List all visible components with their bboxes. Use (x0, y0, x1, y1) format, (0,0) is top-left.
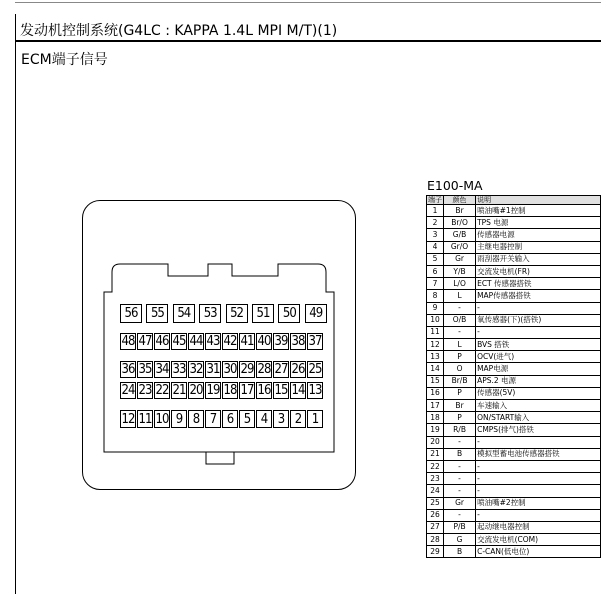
pin-number: 18 (427, 412, 444, 424)
table-row (427, 387, 601, 399)
table-row (427, 229, 601, 241)
wire-color: L (444, 290, 476, 302)
connector-pin: 7 (205, 410, 221, 428)
connector-pin: 51 (252, 304, 274, 323)
connector-name: E100-MA (427, 178, 483, 193)
wire-color: L/O (444, 278, 476, 290)
pin-description: - (476, 509, 601, 521)
connector-pin: 15 (274, 383, 288, 398)
pin-description: MAP电源 (476, 363, 601, 375)
wire-color: G/B (444, 229, 476, 241)
pin-number: 4 (427, 241, 444, 253)
wire-color: L (444, 339, 476, 351)
connector-pin: 32 (189, 362, 203, 377)
pin-description: C-CAN(低电位) (476, 546, 601, 558)
pin-description: 喷油嘴#2控制 (476, 497, 601, 509)
wire-color: P (444, 412, 476, 424)
connector-pin: 41 (240, 334, 254, 349)
pin-description: 喷油嘴#1控制 (476, 205, 601, 217)
pin-description: - (476, 326, 601, 338)
pin-description: - (476, 460, 601, 472)
pin-row (120, 361, 323, 378)
table-row (427, 509, 601, 521)
pin-number: 15 (427, 375, 444, 387)
pin-description: ECT 传感器搭铁 (476, 278, 601, 290)
connector-pin: 30 (223, 362, 237, 377)
pin-description: - (476, 473, 601, 485)
table-row (427, 497, 601, 509)
connector-pin: 52 (226, 304, 248, 323)
wire-color: Gr (444, 497, 476, 509)
connector-pin: 44 (189, 334, 203, 349)
table-row (427, 351, 601, 363)
pin-description: 传感器(5V) (476, 387, 601, 399)
connector-pin: 14 (291, 383, 305, 398)
table-row (427, 546, 601, 558)
pin-number: 23 (427, 473, 444, 485)
connector-pin: 25 (308, 362, 322, 377)
pin-number: 6 (427, 265, 444, 277)
pin-description: 车速输入 (476, 400, 601, 412)
pin-number: 2 (427, 217, 444, 229)
wire-color: O (444, 363, 476, 375)
connector-pin: 33 (172, 362, 186, 377)
pin-description: 氧传感器(下)(搭铁) (476, 314, 601, 326)
table-row (427, 290, 601, 302)
pin-description: - (476, 485, 601, 497)
connector-pin: 49 (305, 304, 327, 323)
table-row (427, 375, 601, 387)
connector-pin: 34 (155, 362, 169, 377)
wire-color: - (444, 509, 476, 521)
header-pin: 端子 (428, 196, 442, 204)
pin-number: 1 (427, 205, 444, 217)
wire-color: P (444, 387, 476, 399)
connector-pin: 13 (308, 383, 322, 398)
pin-number: 16 (427, 387, 444, 399)
pin-description: 起动继电器控制 (476, 521, 601, 533)
pin-number: 11 (427, 326, 444, 338)
table-row (427, 363, 601, 375)
pin-table (426, 195, 601, 558)
pin-number: 19 (427, 424, 444, 436)
connector-pin: 56 (120, 304, 142, 323)
connector-pin: 26 (291, 362, 305, 377)
connector-pin: 2 (290, 410, 306, 428)
table-row (427, 302, 601, 314)
connector-pin: 28 (257, 362, 271, 377)
pin-number: 24 (427, 485, 444, 497)
connector-pin: 40 (257, 334, 271, 349)
connector-pin: 29 (240, 362, 254, 377)
pin-number: 7 (427, 278, 444, 290)
pin-description: 交流发电机(COM) (476, 534, 601, 546)
connector-pin: 48 (121, 334, 135, 349)
connector-pin: 31 (206, 362, 220, 377)
pin-number: 28 (427, 534, 444, 546)
connector-pin: 46 (155, 334, 169, 349)
pin-number: 13 (427, 351, 444, 363)
connector-pin: 53 (199, 304, 221, 323)
pin-description: ON/START输入 (476, 412, 601, 424)
table-row (427, 253, 601, 265)
connector-pin: 11 (138, 411, 152, 427)
table-row (427, 436, 601, 448)
wire-color: - (444, 436, 476, 448)
connector-pin: 42 (223, 334, 237, 349)
connector-pin: 27 (274, 362, 288, 377)
connector-pin: 35 (138, 362, 152, 377)
pin-number: 22 (427, 460, 444, 472)
table-row (427, 241, 601, 253)
table-row (427, 314, 601, 326)
table-row (427, 265, 601, 277)
wire-color: - (444, 485, 476, 497)
connector-pin: 10 (155, 411, 169, 427)
connector-pin: 1 (307, 410, 323, 428)
wire-color: Gr/O (444, 241, 476, 253)
connector-pin: 6 (222, 410, 238, 428)
wire-color: Br/B (444, 375, 476, 387)
table-row (427, 521, 601, 533)
pin-description: - (476, 302, 601, 314)
pin-row (120, 333, 323, 350)
connector-pin: 39 (274, 334, 288, 349)
connector-pin: 36 (121, 362, 135, 377)
pin-number: 29 (427, 546, 444, 558)
table-row (427, 473, 601, 485)
page-title: 发动机控制系统(G4LC : KAPPA 1.4L MPI M/T)(1) (20, 23, 338, 39)
pin-number: 5 (427, 253, 444, 265)
wire-color: R/B (444, 424, 476, 436)
pin-number: 9 (427, 302, 444, 314)
connector-pin: 45 (172, 334, 186, 349)
connector-pin: 55 (146, 304, 168, 323)
section-title: ECM端子信号 (21, 52, 108, 68)
table-header-row (427, 196, 601, 205)
connector-pin: 47 (138, 334, 152, 349)
table-row (427, 400, 601, 412)
wire-color: B (444, 546, 476, 558)
connector-pin: 8 (188, 410, 204, 428)
pin-number: 20 (427, 436, 444, 448)
wire-color: - (444, 460, 476, 472)
table-row (427, 460, 601, 472)
connector-pin: 22 (155, 383, 169, 398)
pin-description: TPS 电源 (476, 217, 601, 229)
wire-color: Br (444, 205, 476, 217)
wire-color: P/B (444, 521, 476, 533)
connector-pin: 18 (223, 383, 237, 398)
table-row (427, 412, 601, 424)
connector-pin: 3 (273, 410, 289, 428)
connector-pin: 12 (121, 411, 135, 427)
connector-pin: 17 (240, 383, 254, 398)
pin-number: 10 (427, 314, 444, 326)
connector-pin: 37 (308, 334, 322, 349)
pin-number: 8 (427, 290, 444, 302)
wire-color: Br (444, 400, 476, 412)
pin-row (120, 382, 323, 399)
wire-color: O/B (444, 314, 476, 326)
pin-number: 14 (427, 363, 444, 375)
table-row (427, 217, 601, 229)
pin-description: 模拟型蓄电池传感器搭铁 (476, 448, 601, 460)
connector-pin: 24 (121, 383, 135, 398)
wire-color: - (444, 326, 476, 338)
pin-description: CMPS(排气)搭铁 (476, 424, 601, 436)
connector-pin: 50 (278, 304, 300, 323)
pin-description: APS.2 电源 (476, 375, 601, 387)
wire-color: P (444, 351, 476, 363)
table-row (427, 278, 601, 290)
connector-pin: 23 (138, 383, 152, 398)
pin-description: MAP传感器搭铁 (476, 290, 601, 302)
connector-pin: 20 (189, 383, 203, 398)
wire-color: Br/O (444, 217, 476, 229)
header-description: 说明 (476, 196, 601, 205)
connector-pin: 4 (256, 410, 272, 428)
connector-pin: 5 (239, 410, 255, 428)
table-row (427, 205, 601, 217)
wire-color: - (444, 302, 476, 314)
wire-color: B (444, 448, 476, 460)
pin-description: OCV(进气) (476, 351, 601, 363)
pin-description: 传感器电源 (476, 229, 601, 241)
pin-number: 21 (427, 448, 444, 460)
table-row (427, 485, 601, 497)
pin-description: 交流发电机(FR) (476, 265, 601, 277)
connector-pin: 9 (171, 410, 187, 428)
wire-color: Gr (444, 253, 476, 265)
table-row (427, 448, 601, 460)
pin-number: 27 (427, 521, 444, 533)
connector-pin: 19 (206, 383, 220, 398)
connector-pin: 54 (173, 304, 195, 323)
header-color: 颜色 (444, 196, 476, 205)
pin-row (120, 410, 323, 428)
pin-row (120, 304, 327, 323)
wire-color: Y/B (444, 265, 476, 277)
pin-number: 17 (427, 400, 444, 412)
pin-number: 3 (427, 229, 444, 241)
wire-color: - (444, 473, 476, 485)
pin-description: 主继电器控制 (476, 241, 601, 253)
pin-description: 雨刮器开关输入 (476, 253, 601, 265)
pin-number: 26 (427, 509, 444, 521)
wire-color: G (444, 534, 476, 546)
table-row (427, 326, 601, 338)
pin-description: BVS 搭铁 (476, 339, 601, 351)
pin-number: 25 (427, 497, 444, 509)
connector-pin: 16 (257, 383, 271, 398)
table-row (427, 424, 601, 436)
connector-pin: 38 (291, 334, 305, 349)
table-row (427, 534, 601, 546)
pin-description: - (476, 436, 601, 448)
connector-pin: 21 (172, 383, 186, 398)
connector-pin: 43 (206, 334, 220, 349)
pin-number: 12 (427, 339, 444, 351)
table-row (427, 339, 601, 351)
